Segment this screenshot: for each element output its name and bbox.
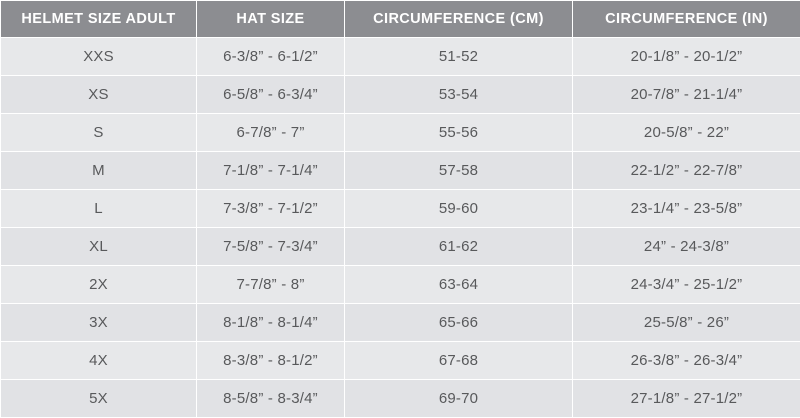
cell-hat-size: 6-5/8” - 6-3/4” xyxy=(197,76,345,114)
cell-hat-size: 8-3/8” - 8-1/2” xyxy=(197,342,345,380)
table-row xyxy=(1,76,800,114)
cell-circumference-cm: 57-58 xyxy=(345,152,573,190)
cell-circumference-cm: 51-52 xyxy=(345,38,573,76)
cell-hat-size: 8-5/8” - 8-3/4” xyxy=(197,380,345,418)
cell-circumference-cm: 65-66 xyxy=(345,304,573,342)
table-row xyxy=(1,304,800,342)
cell-hat-size: 7-3/8” - 7-1/2” xyxy=(197,190,345,228)
table-row xyxy=(1,38,800,76)
cell-circumference-cm: 61-62 xyxy=(345,228,573,266)
cell-circumference-in: 26-3/8” - 26-3/4” xyxy=(573,342,800,380)
table-row xyxy=(1,342,800,380)
table-row xyxy=(1,266,800,304)
column-header-helmet-size-adult: HELMET SIZE ADULT xyxy=(1,1,197,38)
cell-circumference-in: 23-1/4” - 23-5/8” xyxy=(573,190,800,228)
column-header-circumference-cm: CIRCUMFERENCE (CM) xyxy=(345,1,573,38)
table-row xyxy=(1,228,800,266)
cell-hat-size: 7-5/8” - 7-3/4” xyxy=(197,228,345,266)
cell-circumference-in: 22-1/2” - 22-7/8” xyxy=(573,152,800,190)
cell-helmet-size: 2X xyxy=(1,266,197,304)
cell-circumference-cm: 53-54 xyxy=(345,76,573,114)
table-row xyxy=(1,152,800,190)
cell-circumference-cm: 55-56 xyxy=(345,114,573,152)
cell-hat-size: 7-1/8” - 7-1/4” xyxy=(197,152,345,190)
cell-circumference-in: 24-3/4” - 25-1/2” xyxy=(573,266,800,304)
cell-circumference-in: 24” - 24-3/8” xyxy=(573,228,800,266)
table-row xyxy=(1,190,800,228)
cell-helmet-size: XS xyxy=(1,76,197,114)
cell-circumference-cm: 69-70 xyxy=(345,380,573,418)
cell-hat-size: 8-1/8” - 8-1/4” xyxy=(197,304,345,342)
table-row xyxy=(1,114,800,152)
cell-hat-size: 6-3/8” - 6-1/2” xyxy=(197,38,345,76)
cell-helmet-size: L xyxy=(1,190,197,228)
cell-circumference-in: 20-5/8” - 22” xyxy=(573,114,800,152)
cell-helmet-size: M xyxy=(1,152,197,190)
cell-circumference-in: 20-7/8” - 21-1/4” xyxy=(573,76,800,114)
cell-helmet-size: 3X xyxy=(1,304,197,342)
table-header-row xyxy=(1,1,800,38)
cell-circumference-cm: 67-68 xyxy=(345,342,573,380)
cell-circumference-cm: 63-64 xyxy=(345,266,573,304)
cell-circumference-in: 25-5/8” - 26” xyxy=(573,304,800,342)
cell-circumference-in: 20-1/8” - 20-1/2” xyxy=(573,38,800,76)
cell-helmet-size: 5X xyxy=(1,380,197,418)
cell-helmet-size: XL xyxy=(1,228,197,266)
cell-circumference-in: 27-1/8” - 27-1/2” xyxy=(573,380,800,418)
column-header-hat-size: HAT SIZE xyxy=(197,1,345,38)
column-header-circumference-in: CIRCUMFERENCE (IN) xyxy=(573,1,800,38)
cell-helmet-size: 4X xyxy=(1,342,197,380)
cell-hat-size: 7-7/8” - 8” xyxy=(197,266,345,304)
cell-circumference-cm: 59-60 xyxy=(345,190,573,228)
table-header xyxy=(1,1,800,38)
cell-hat-size: 6-7/8” - 7” xyxy=(197,114,345,152)
table-body xyxy=(1,38,800,418)
table-row xyxy=(1,380,800,418)
cell-helmet-size: S xyxy=(1,114,197,152)
cell-helmet-size: XXS xyxy=(1,38,197,76)
